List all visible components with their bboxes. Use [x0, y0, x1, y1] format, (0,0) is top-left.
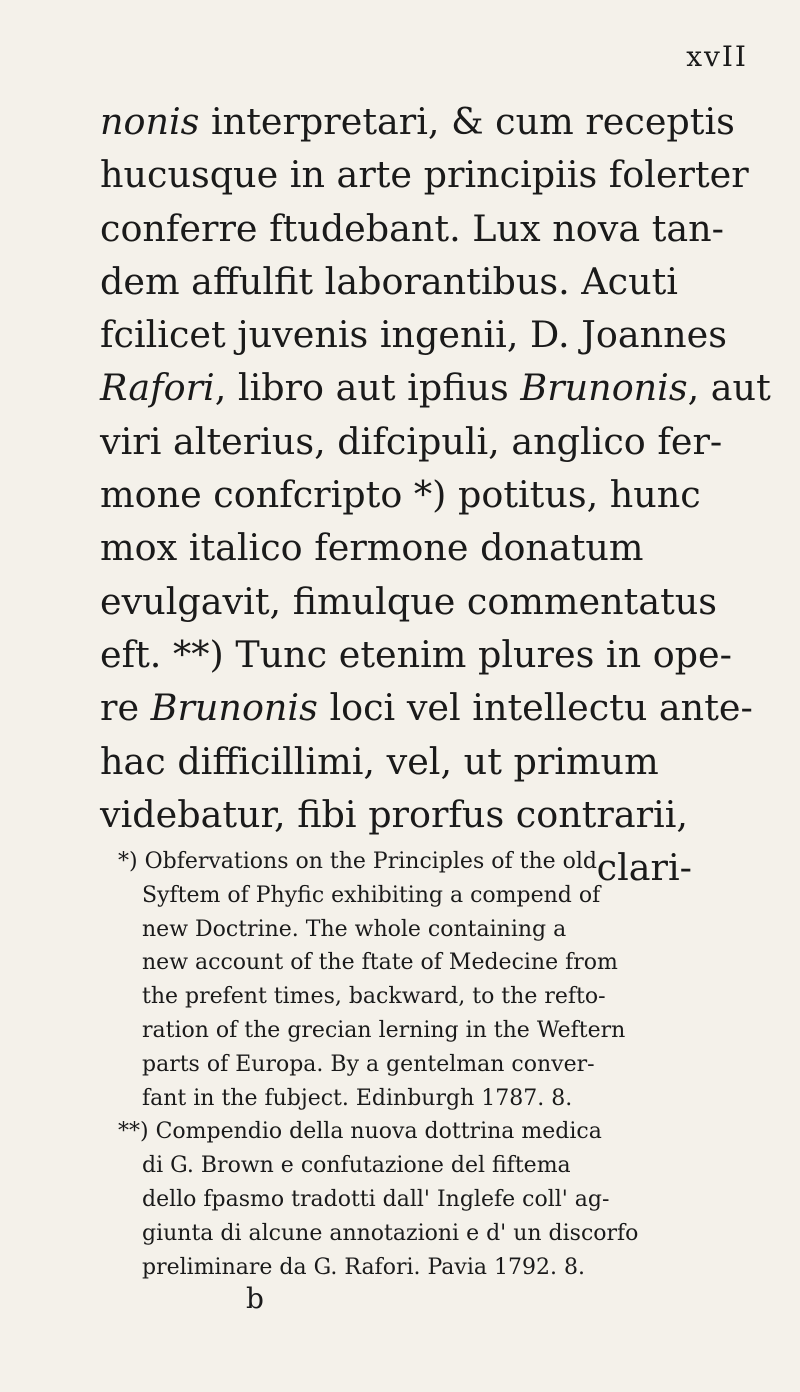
- text-line: [100, 788, 740, 841]
- text-run: dem affulfit laborantibus. Acuti: [100, 259, 678, 303]
- main-text: [100, 95, 771, 894]
- text-line: [100, 202, 740, 255]
- text-line: [100, 415, 740, 468]
- signature-mark: b: [246, 1282, 264, 1315]
- text-line: [100, 148, 749, 201]
- text-line: [100, 628, 740, 681]
- text-run: re: [100, 686, 151, 730]
- footnote-line: dello fpasmo tradotti dall' Inglefe coll' ag-: [142, 1186, 610, 1212]
- footnotes: [118, 845, 758, 1284]
- italic-run: nonis: [100, 100, 200, 143]
- text-run: videbatur, fibi prorfus contrarii,: [100, 792, 688, 836]
- text-line: [100, 735, 740, 788]
- text-run: viri alterius, difcipuli, anglico fer-: [100, 419, 723, 463]
- italic-run: Brunonis: [150, 686, 318, 730]
- text-run: , libro aut ipfius: [214, 366, 521, 410]
- text-line: [100, 308, 740, 361]
- footnote-line: the prefent times, backward, to the refto-: [142, 984, 606, 1010]
- footnote-line: new Doctrine. The whole containing a: [142, 916, 567, 942]
- text-line: [100, 361, 771, 414]
- footnote-line: **) Compendio della nuova dottrina medica: [118, 1119, 602, 1145]
- footnote-line: di G. Brown e confutazione del fiftema: [142, 1153, 571, 1179]
- footnote-line: ration of the grecian lerning in the Weftern: [142, 1017, 626, 1043]
- text-run: evulgavit, fimulque commentatus: [100, 579, 717, 623]
- footnote-line: Syftem of Phyfic exhibiting a compend of: [142, 882, 601, 908]
- footnote-line: preliminare da G. Rafori. Pavia 1792. 8.: [142, 1254, 585, 1280]
- text-run: , aut: [687, 366, 771, 410]
- footnote-line: giunta di alcune annotazioni e d' un discorfo: [142, 1220, 639, 1246]
- text-run: eft. **) Tunc etenim plures in ope-: [100, 632, 732, 676]
- text-line: [100, 95, 740, 148]
- page-number: xvII: [686, 40, 748, 73]
- text-line: [100, 681, 753, 734]
- catchword: clari-: [596, 846, 692, 890]
- text-run: interpretari, & cum receptis: [199, 100, 735, 143]
- footnote-line: fant in the fubject. Edinburgh 1787. 8.: [142, 1085, 573, 1111]
- italic-run: Rafori: [100, 366, 215, 410]
- text-line: [100, 255, 740, 308]
- footnote-line: parts of Europa. By a gentelman conver-: [142, 1051, 595, 1077]
- text-run: loci vel intellectu ante-: [317, 686, 753, 730]
- italic-run: Brunonis: [520, 366, 688, 410]
- text-run: fcilicet juvenis ingenii, D. Joannes: [100, 313, 727, 357]
- footnote-line: *) Obfervations on the Principles of the old: [118, 849, 597, 874]
- text-run: hucusque in arte principiis folerter: [100, 153, 749, 197]
- text-run: mox italico fermone donatum: [100, 526, 644, 570]
- text-run: conferre ftudebant. Lux nova tan-: [100, 206, 724, 250]
- text-run: mone confcripto *) potitus, hunc: [100, 473, 701, 517]
- text-line: [100, 521, 740, 574]
- text-line: [100, 575, 740, 628]
- text-line: [100, 468, 740, 521]
- text-run: hac difficillimi, vel, ut primum: [100, 739, 659, 783]
- footnote-line: new account of the ftate of Medecine from: [142, 950, 618, 976]
